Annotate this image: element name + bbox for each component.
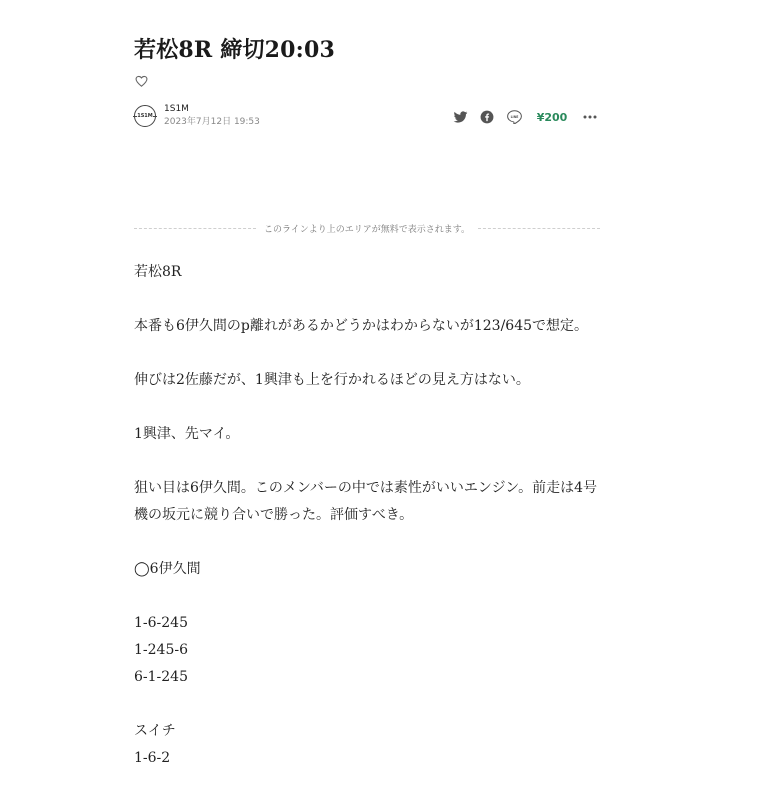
more-button[interactable]: [582, 108, 598, 126]
facebook-icon: [480, 110, 494, 124]
author-name[interactable]: 1S1M: [164, 104, 189, 114]
price-button[interactable]: ¥200: [536, 110, 568, 124]
paragraph-target-line1: 狙い目は6伊久間。このメンバーの中では素性がいいエンジン。前走は4号: [134, 480, 598, 496]
heart-icon: [135, 75, 148, 87]
more-icon: [583, 115, 597, 119]
page-title: 若松8R 締切20:03: [134, 37, 336, 63]
paragraph-target-line2: 機の坂元に競り合いで勝った。評価すべき。: [134, 507, 414, 523]
paywall-divider: [134, 220, 600, 236]
bet-line: 1-6-2: [134, 750, 171, 766]
divider-line-right: [478, 228, 600, 229]
bet-line: 6-1-245: [134, 669, 188, 685]
divider-line-left: [134, 228, 256, 229]
paragraph-analysis: 伸びは2佐藤だが、1興津も上を行かれるほどの見え方はない。: [134, 372, 530, 388]
author-block: [134, 103, 260, 129]
post-date: 2023年7月12日 19:53: [164, 117, 260, 127]
avatar[interactable]: [134, 105, 156, 127]
twitter-icon: [453, 111, 468, 124]
pick-marker: ◯6伊久間: [134, 561, 201, 577]
twitter-share-button[interactable]: [452, 108, 468, 126]
facebook-share-button[interactable]: [479, 108, 495, 126]
svg-text:LINE: LINE: [510, 114, 518, 119]
race-heading: 若松8R: [134, 264, 182, 280]
avatar-text: 1S1M: [137, 113, 153, 119]
paywall-notice: このラインより上のエリアが無料で表示されます。: [264, 224, 471, 235]
switch-label: スイチ: [134, 723, 176, 739]
paragraph-start: 1興津、先マイ。: [134, 426, 240, 442]
share-actions: [452, 108, 600, 126]
bet-line: 1-245-6: [134, 642, 188, 658]
article-body: [134, 259, 600, 772]
bet-line: 1-6-245: [134, 615, 188, 631]
line-share-button[interactable]: [506, 108, 522, 126]
paragraph-prediction: 本番も6伊久間のp離れがあるかどうかはわからないが123/645で想定。: [134, 318, 589, 334]
line-icon: [507, 110, 522, 124]
like-button[interactable]: [134, 74, 148, 88]
